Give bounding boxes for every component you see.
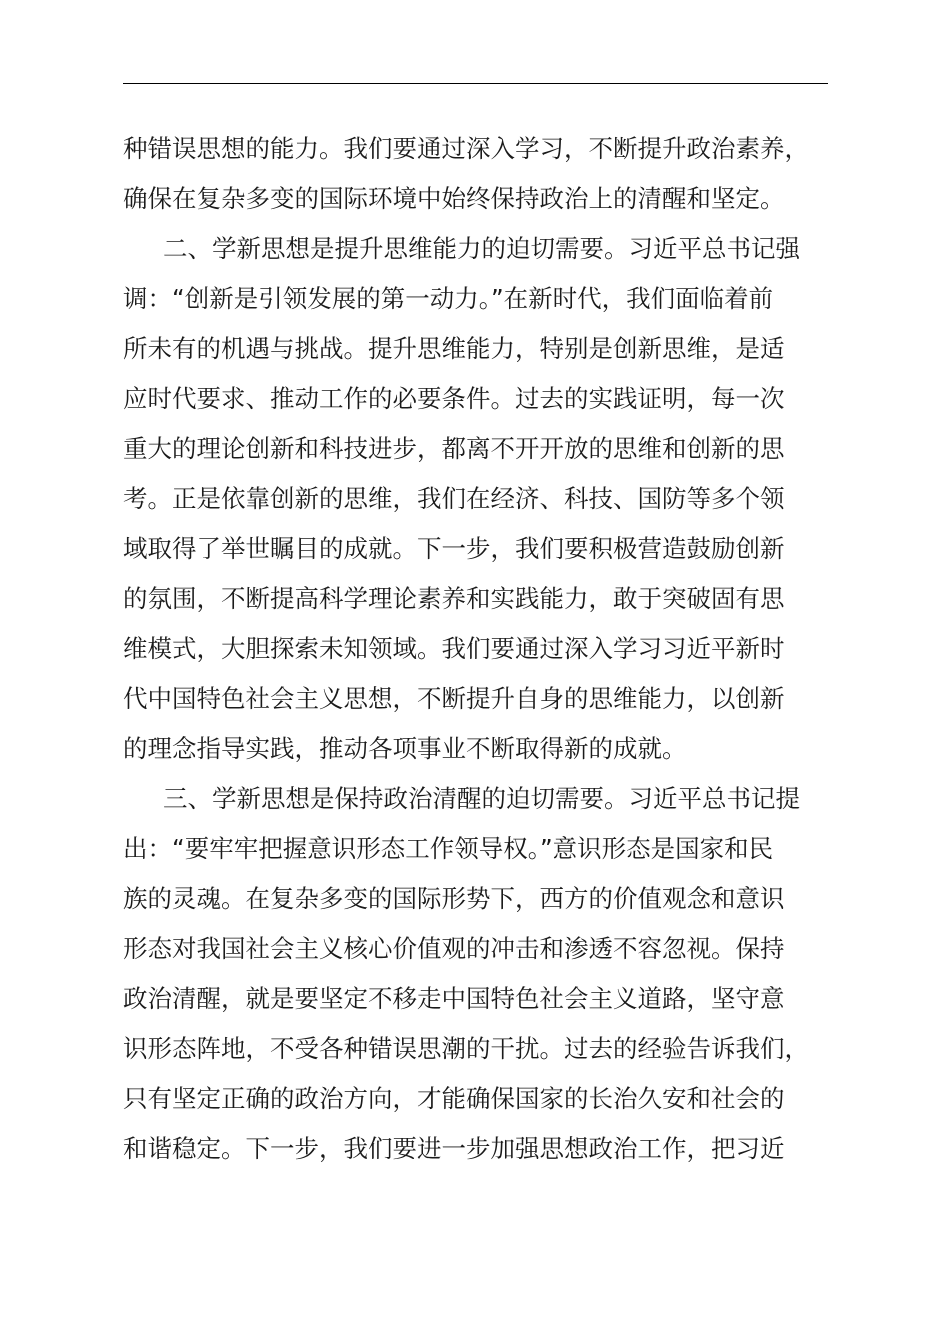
text-line: 域取得了举世瞩目的成就。下一步，我们要积极营造鼓励创新 <box>123 534 785 563</box>
text-line: 的理念指导实践，推动各项事业不断取得新的成就。 <box>123 734 687 763</box>
section-heading-line: 二、学新思想是提升思维能力的迫切需要。习近平总书记强 <box>163 234 800 263</box>
text-line: 维模式，大胆探索未知领域。我们要通过深入学习习近平新时 <box>123 634 785 663</box>
text-line: 确保在复杂多变的国际环境中始终保持政治上的清醒和坚定。 <box>123 184 785 213</box>
text-line: 形态对我国社会主义核心价值观的冲击和渗透不容忽视。保持 <box>123 934 785 963</box>
text-line: 所未有的机遇与挑战。提升思维能力，特别是创新思维，是适 <box>123 334 785 363</box>
body-text <box>123 124 828 1174</box>
text-line: 政治清醒，就是要坚定不移走中国特色社会主义道路，坚守意 <box>123 984 785 1013</box>
section-heading-line: 三、学新思想是保持政治清醒的迫切需要。习近平总书记提 <box>163 784 800 813</box>
text-line: 的氛围，不断提高科学理论素养和实践能力，敢于突破固有思 <box>123 584 785 613</box>
text-line: 识形态阵地，不受各种错误思潮的干扰。过去的经验告诉我们， <box>123 1034 809 1063</box>
text-line: 重大的理论创新和科技进步，都离不开开放的思维和创新的思 <box>123 434 785 463</box>
header-rule <box>123 83 828 84</box>
text-line: 考。正是依靠创新的思维，我们在经济、科技、国防等多个领 <box>123 484 785 513</box>
text-line: 应时代要求、推动工作的必要条件。过去的实践证明，每一次 <box>123 384 785 413</box>
text-line: 代中国特色社会主义思想，不断提升自身的思维能力，以创新 <box>123 684 785 713</box>
text-line: 只有坚定正确的政治方向，才能确保国家的长治久安和社会的 <box>123 1084 785 1113</box>
text-line: 调：“创新是引领发展的第一动力。”在新时代，我们面临着前 <box>123 284 774 313</box>
text-line: 族的灵魂。在复杂多变的国际形势下，西方的价值观念和意识 <box>123 884 785 913</box>
text-line: 和谐稳定。下一步，我们要进一步加强思想政治工作，把习近 <box>123 1134 785 1163</box>
text-line: 出：“要牢牢把握意识形态工作领导权。”意识形态是国家和民 <box>123 834 774 863</box>
text-line: 种错误思想的能力。我们要通过深入学习，不断提升政治素养， <box>123 134 809 163</box>
